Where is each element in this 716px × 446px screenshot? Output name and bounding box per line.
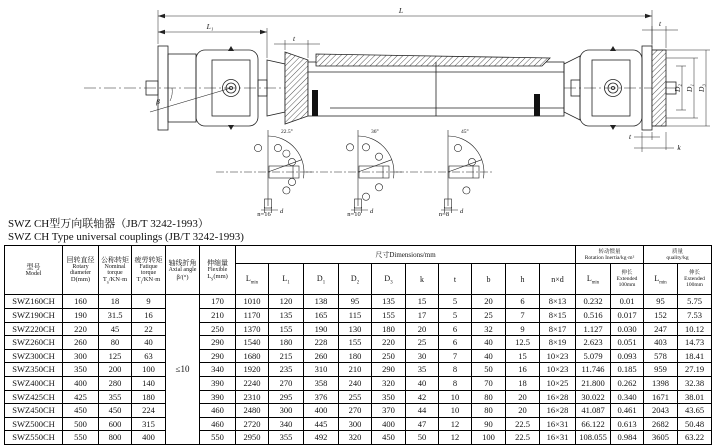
value-cell: 10 xyxy=(439,404,472,418)
value-cell: 180 xyxy=(269,336,304,350)
value-cell: 0.262 xyxy=(611,376,644,390)
value-cell: 140 xyxy=(132,376,166,390)
value-cell: 250 xyxy=(372,349,406,363)
value-cell: 2310 xyxy=(236,390,269,404)
value-cell: 40 xyxy=(132,336,166,350)
value-cell: 250 xyxy=(200,322,236,336)
value-cell: 190 xyxy=(304,322,339,336)
value-cell: 2240 xyxy=(236,376,269,390)
value-cell: 315 xyxy=(132,417,166,431)
col-header-b: b xyxy=(472,264,506,295)
value-cell: 240 xyxy=(339,376,372,390)
value-cell: 40 xyxy=(406,376,439,390)
value-cell: 2682 xyxy=(644,417,678,431)
value-cell: 2043 xyxy=(644,404,678,418)
value-cell: 550 xyxy=(63,431,99,445)
value-cell: 155 xyxy=(339,336,372,350)
bolt-pattern-detail-n16 xyxy=(216,128,312,218)
table-body xyxy=(5,295,712,445)
value-cell: 228 xyxy=(304,336,339,350)
title-chinese: SWZ CH型万向联轴器（JB/T 3242-1993） xyxy=(8,218,209,230)
value-cell: 63.22 xyxy=(678,431,712,445)
value-cell: 1540 xyxy=(236,336,269,350)
value-cell: 22 xyxy=(132,322,166,336)
col-group-dimensions: 尺寸Dimensions/mm xyxy=(236,246,576,264)
col-header-quality-extended: 伸长 Extended 100mm xyxy=(678,264,712,295)
dim-label-beta: β xyxy=(156,97,160,106)
value-cell: 2480 xyxy=(236,404,269,418)
value-cell: 130 xyxy=(339,322,372,336)
detail-hole-dia-label: d xyxy=(460,208,464,215)
value-cell: 165 xyxy=(304,308,339,322)
col-header-quality-lmin: $L_{min}$ xyxy=(644,264,678,295)
value-cell: 8 xyxy=(439,376,472,390)
col-header-l1: $L_1$ xyxy=(269,264,304,295)
value-cell: 400 xyxy=(132,431,166,445)
value-cell: 600 xyxy=(99,417,132,431)
value-cell: 300 xyxy=(339,417,372,431)
value-cell: 403 xyxy=(644,336,678,350)
value-cell: 90 xyxy=(472,417,506,431)
value-cell: 15 xyxy=(406,295,439,309)
col-header-inertia-extended: 伸长 Extended 100mm xyxy=(611,264,644,295)
table-row xyxy=(5,322,712,336)
value-cell: 32.38 xyxy=(678,376,712,390)
dim-label-L: L xyxy=(398,6,404,15)
value-cell: 155 xyxy=(372,308,406,322)
value-cell: 120 xyxy=(269,295,304,309)
model-cell: SWZ400CH xyxy=(5,376,63,390)
value-cell: 1920 xyxy=(236,363,269,377)
value-cell: 38.01 xyxy=(678,390,712,404)
value-cell: 1680 xyxy=(236,349,269,363)
detail-hole-dia-label: d xyxy=(370,208,374,215)
value-cell: 16×28 xyxy=(540,404,576,418)
value-cell: 260 xyxy=(63,336,99,350)
value-cell: 0.516 xyxy=(576,308,611,322)
value-cell: 0.232 xyxy=(576,295,611,309)
coupling-spec-table xyxy=(4,245,712,445)
value-cell: 50.48 xyxy=(678,417,712,431)
value-cell: 30 xyxy=(406,349,439,363)
value-cell: 18.41 xyxy=(678,349,712,363)
value-cell: 17 xyxy=(406,308,439,322)
value-cell: 1010 xyxy=(236,295,269,309)
value-cell: 41.087 xyxy=(576,404,611,418)
value-cell: 376 xyxy=(304,390,339,404)
value-cell: 25 xyxy=(406,336,439,350)
value-cell: 0.051 xyxy=(611,336,644,350)
value-cell: 80 xyxy=(472,404,506,418)
col-header-axial-angle: 轴线折角 Axial angle β/(°) xyxy=(166,246,200,295)
value-cell: 8×15 xyxy=(540,308,576,322)
value-cell: 47 xyxy=(406,417,439,431)
value-cell: 20 xyxy=(406,322,439,336)
value-cell: 12.5 xyxy=(506,336,540,350)
value-cell: 224 xyxy=(132,404,166,418)
value-cell: 11.746 xyxy=(576,363,611,377)
dim-label-D2: D₂ xyxy=(673,83,682,93)
table-row xyxy=(5,363,712,377)
value-cell: 5.079 xyxy=(576,349,611,363)
col-header-rotary-diameter: 回转直径 Rotary diameter D(mm) xyxy=(63,246,99,295)
value-cell: 350 xyxy=(372,390,406,404)
detail-angle-label: 45° xyxy=(461,129,469,135)
value-cell: 290 xyxy=(372,363,406,377)
value-cell: 0.017 xyxy=(611,308,644,322)
value-cell: 210 xyxy=(339,363,372,377)
value-cell: 6 xyxy=(439,336,472,350)
dim-label-L1: L₁ xyxy=(206,22,214,31)
shaft-tube xyxy=(308,54,564,116)
value-cell: 6 xyxy=(439,322,472,336)
value-cell: 6 xyxy=(506,295,540,309)
value-cell: 12 xyxy=(439,417,472,431)
dim-label-t-mid: t xyxy=(292,34,296,43)
value-cell: 390 xyxy=(200,390,236,404)
value-cell: 63 xyxy=(132,349,166,363)
detail-hole-dia-label: d xyxy=(280,208,284,215)
value-cell: 320 xyxy=(339,431,372,445)
detail-angle-label: 22.5° xyxy=(281,129,293,135)
value-cell: 370 xyxy=(372,404,406,418)
value-cell: 135 xyxy=(372,295,406,309)
value-cell: 460 xyxy=(200,417,236,431)
model-cell: SWZ220CH xyxy=(5,322,63,336)
value-cell: 215 xyxy=(269,349,304,363)
model-cell: SWZ450CH xyxy=(5,404,63,418)
value-cell: 180 xyxy=(372,322,406,336)
value-cell: 210 xyxy=(200,308,236,322)
col-header-model: 型号 Model xyxy=(5,246,63,295)
value-cell: 445 xyxy=(304,417,339,431)
col-header-nominal-torque: 公称转矩 Nominal torque $T_n/KN\cdot m$ xyxy=(99,246,132,295)
value-cell: 100 xyxy=(472,431,506,445)
detail-count-label: n=10 xyxy=(347,211,361,218)
value-cell: 100 xyxy=(132,363,166,377)
value-cell: 247 xyxy=(644,322,678,336)
value-cell: 44 xyxy=(406,404,439,418)
dim-label-D1: D₁ xyxy=(685,83,694,93)
value-cell: 2.623 xyxy=(576,336,611,350)
value-cell: 80 xyxy=(472,390,506,404)
value-cell: 260 xyxy=(304,349,339,363)
value-cell: 7 xyxy=(506,308,540,322)
value-cell: 1.127 xyxy=(576,322,611,336)
value-cell: 16×28 xyxy=(540,390,576,404)
value-cell: 155 xyxy=(269,322,304,336)
value-cell: 8×19 xyxy=(540,336,576,350)
value-cell: 450 xyxy=(63,404,99,418)
value-cell: 0.093 xyxy=(611,349,644,363)
value-cell: 22.5 xyxy=(506,431,540,445)
value-cell: 7.53 xyxy=(678,308,712,322)
detail-count-label: n=16 xyxy=(257,211,271,218)
col-header-t: t xyxy=(439,264,472,295)
value-cell: 18 xyxy=(99,295,132,309)
detail-count-label: n=8 xyxy=(438,211,450,218)
value-cell: 16×31 xyxy=(540,431,576,445)
col-header-d2: $D_2$ xyxy=(339,264,372,295)
value-cell: 300 xyxy=(269,404,304,418)
value-cell: 300 xyxy=(63,349,99,363)
axial-angle-merged-cell: ≤10 xyxy=(166,295,200,445)
model-cell: SWZ425CH xyxy=(5,390,63,404)
value-cell: 15 xyxy=(506,349,540,363)
value-cell: 578 xyxy=(644,349,678,363)
value-cell: 25 xyxy=(472,308,506,322)
value-cell: 30.022 xyxy=(576,390,611,404)
value-cell: 270 xyxy=(269,376,304,390)
value-cell: 80 xyxy=(99,336,132,350)
value-cell: 270 xyxy=(339,404,372,418)
value-cell: 32 xyxy=(472,322,506,336)
table-row xyxy=(5,404,712,418)
value-cell: 10.12 xyxy=(678,322,712,336)
value-cell: 5 xyxy=(439,308,472,322)
model-cell: SWZ300CH xyxy=(5,349,63,363)
value-cell: 0.340 xyxy=(611,390,644,404)
value-cell: 200 xyxy=(99,363,132,377)
value-cell: 340 xyxy=(200,363,236,377)
value-cell: 390 xyxy=(200,376,236,390)
value-cell: 31.5 xyxy=(99,308,132,322)
table-row xyxy=(5,308,712,322)
value-cell: 1170 xyxy=(236,308,269,322)
value-cell: 14.73 xyxy=(678,336,712,350)
value-cell: 1398 xyxy=(644,376,678,390)
value-cell: 16 xyxy=(132,308,166,322)
table-row xyxy=(5,336,712,350)
value-cell: 450 xyxy=(99,404,132,418)
value-cell: 70 xyxy=(472,376,506,390)
value-cell: 12 xyxy=(439,431,472,445)
value-cell: 1370 xyxy=(236,322,269,336)
value-cell: 16×31 xyxy=(540,417,576,431)
value-cell: 450 xyxy=(372,431,406,445)
value-cell: 180 xyxy=(339,349,372,363)
value-cell: 66.122 xyxy=(576,417,611,431)
col-header-d1: $D_1$ xyxy=(304,264,339,295)
value-cell: 350 xyxy=(63,363,99,377)
value-cell: 108.055 xyxy=(576,431,611,445)
value-cell: 9 xyxy=(506,322,540,336)
value-cell: 2720 xyxy=(236,417,269,431)
value-cell: 220 xyxy=(372,336,406,350)
value-cell: 358 xyxy=(304,376,339,390)
col-header-k: k xyxy=(406,264,439,295)
col-header-nxd: n×d xyxy=(540,264,576,295)
value-cell: 400 xyxy=(372,417,406,431)
value-cell: 3605 xyxy=(644,431,678,445)
value-cell: 10 xyxy=(439,390,472,404)
value-cell: 400 xyxy=(63,376,99,390)
bolt-pattern-detail-n10 xyxy=(306,128,402,218)
value-cell: 0.461 xyxy=(611,404,644,418)
value-cell: 152 xyxy=(644,308,678,322)
value-cell: 280 xyxy=(99,376,132,390)
value-cell: 340 xyxy=(269,417,304,431)
flange-bolt-pattern-details xyxy=(216,128,492,218)
value-cell: 10×23 xyxy=(540,349,576,363)
table-row xyxy=(5,417,712,431)
dim-label-t-bottom: t xyxy=(628,132,632,141)
value-cell: 492 xyxy=(304,431,339,445)
value-cell: 42 xyxy=(406,390,439,404)
model-cell: SWZ550CH xyxy=(5,431,63,445)
value-cell: 1671 xyxy=(644,390,678,404)
value-cell: 320 xyxy=(372,376,406,390)
value-cell: 43.65 xyxy=(678,404,712,418)
value-cell: 50 xyxy=(472,363,506,377)
value-cell: 5 xyxy=(439,295,472,309)
value-cell: 40 xyxy=(472,349,506,363)
dim-label-t-right: t xyxy=(658,19,662,28)
table-row xyxy=(5,390,712,404)
value-cell: 550 xyxy=(200,431,236,445)
model-cell: SWZ160CH xyxy=(5,295,63,309)
value-cell: 460 xyxy=(200,404,236,418)
title-english: SWZ CH Type universal couplings (JB/T 3242-1993) xyxy=(8,231,244,244)
value-cell: 10×25 xyxy=(540,376,576,390)
value-cell: 160 xyxy=(63,295,99,309)
value-cell: 125 xyxy=(99,349,132,363)
value-cell: 10×23 xyxy=(540,363,576,377)
value-cell: 18 xyxy=(506,376,540,390)
value-cell: 20 xyxy=(506,390,540,404)
model-cell: SWZ350CH xyxy=(5,363,63,377)
col-header-fatique-torque: 疲劳转矩 Fatique torque $T_f/KN\cdot m$ xyxy=(132,246,166,295)
value-cell: 8×17 xyxy=(540,322,576,336)
col-header-lmin: $L_{min}$ xyxy=(236,264,269,295)
value-cell: 425 xyxy=(63,390,99,404)
document-titles xyxy=(0,218,716,244)
value-cell: 95 xyxy=(644,295,678,309)
value-cell: 20 xyxy=(472,295,506,309)
value-cell: 0.613 xyxy=(611,417,644,431)
value-cell: 21.800 xyxy=(576,376,611,390)
value-cell: 7 xyxy=(439,349,472,363)
value-cell: 50 xyxy=(406,431,439,445)
value-cell: 0.185 xyxy=(611,363,644,377)
model-cell: SWZ190CH xyxy=(5,308,63,322)
table-row xyxy=(5,376,712,390)
value-cell: 290 xyxy=(200,336,236,350)
detail-angle-label: 36° xyxy=(371,129,379,135)
value-cell: 0.01 xyxy=(611,295,644,309)
value-cell: 8 xyxy=(439,363,472,377)
value-cell: 16 xyxy=(506,363,540,377)
model-cell: SWZ260CH xyxy=(5,336,63,350)
value-cell: 8×13 xyxy=(540,295,576,309)
col-header-d3: $D_3$ xyxy=(372,264,406,295)
value-cell: 0.984 xyxy=(611,431,644,445)
table-row xyxy=(5,349,712,363)
value-cell: 95 xyxy=(339,295,372,309)
value-cell: 138 xyxy=(304,295,339,309)
value-cell: 959 xyxy=(644,363,678,377)
value-cell: 20 xyxy=(506,404,540,418)
value-cell: 220 xyxy=(63,322,99,336)
value-cell: 170 xyxy=(200,295,236,309)
value-cell: 290 xyxy=(200,349,236,363)
value-cell: 115 xyxy=(339,308,372,322)
col-group-rotation-inertia: 转动惯量 Rotation Inertia/kg·m² xyxy=(576,246,644,264)
dim-label-D3: D₃ xyxy=(697,83,706,93)
col-header-flexible: 伸缩量 Flexible $L_S(mm)$ xyxy=(200,246,236,295)
dim-label-k-bottom: k xyxy=(677,143,681,152)
model-cell: SWZ500CH xyxy=(5,417,63,431)
value-cell: 2950 xyxy=(236,431,269,445)
coupling-technical-drawing xyxy=(0,0,716,218)
value-cell: 800 xyxy=(99,431,132,445)
value-cell: 255 xyxy=(339,390,372,404)
table-row xyxy=(5,431,712,445)
value-cell: 0.030 xyxy=(611,322,644,336)
value-cell: 500 xyxy=(63,417,99,431)
bolt-pattern-detail-n8 xyxy=(396,128,492,218)
value-cell: 295 xyxy=(269,390,304,404)
value-cell: 355 xyxy=(269,431,304,445)
col-group-quality: 质量 quality/kg xyxy=(644,246,712,264)
value-cell: 40 xyxy=(472,336,506,350)
value-cell: 45 xyxy=(99,322,132,336)
value-cell: 9 xyxy=(132,295,166,309)
col-header-h: h xyxy=(506,264,540,295)
value-cell: 135 xyxy=(269,308,304,322)
value-cell: 355 xyxy=(99,390,132,404)
col-header-inertia-lmin: $L_{min}$ xyxy=(576,264,611,295)
value-cell: 22.5 xyxy=(506,417,540,431)
table-row xyxy=(5,295,712,309)
value-cell: 180 xyxy=(132,390,166,404)
value-cell: 35 xyxy=(406,363,439,377)
value-cell: 235 xyxy=(269,363,304,377)
value-cell: 310 xyxy=(304,363,339,377)
value-cell: 400 xyxy=(304,404,339,418)
value-cell: 5.75 xyxy=(678,295,712,309)
value-cell: 190 xyxy=(63,308,99,322)
value-cell: 27.19 xyxy=(678,363,712,377)
